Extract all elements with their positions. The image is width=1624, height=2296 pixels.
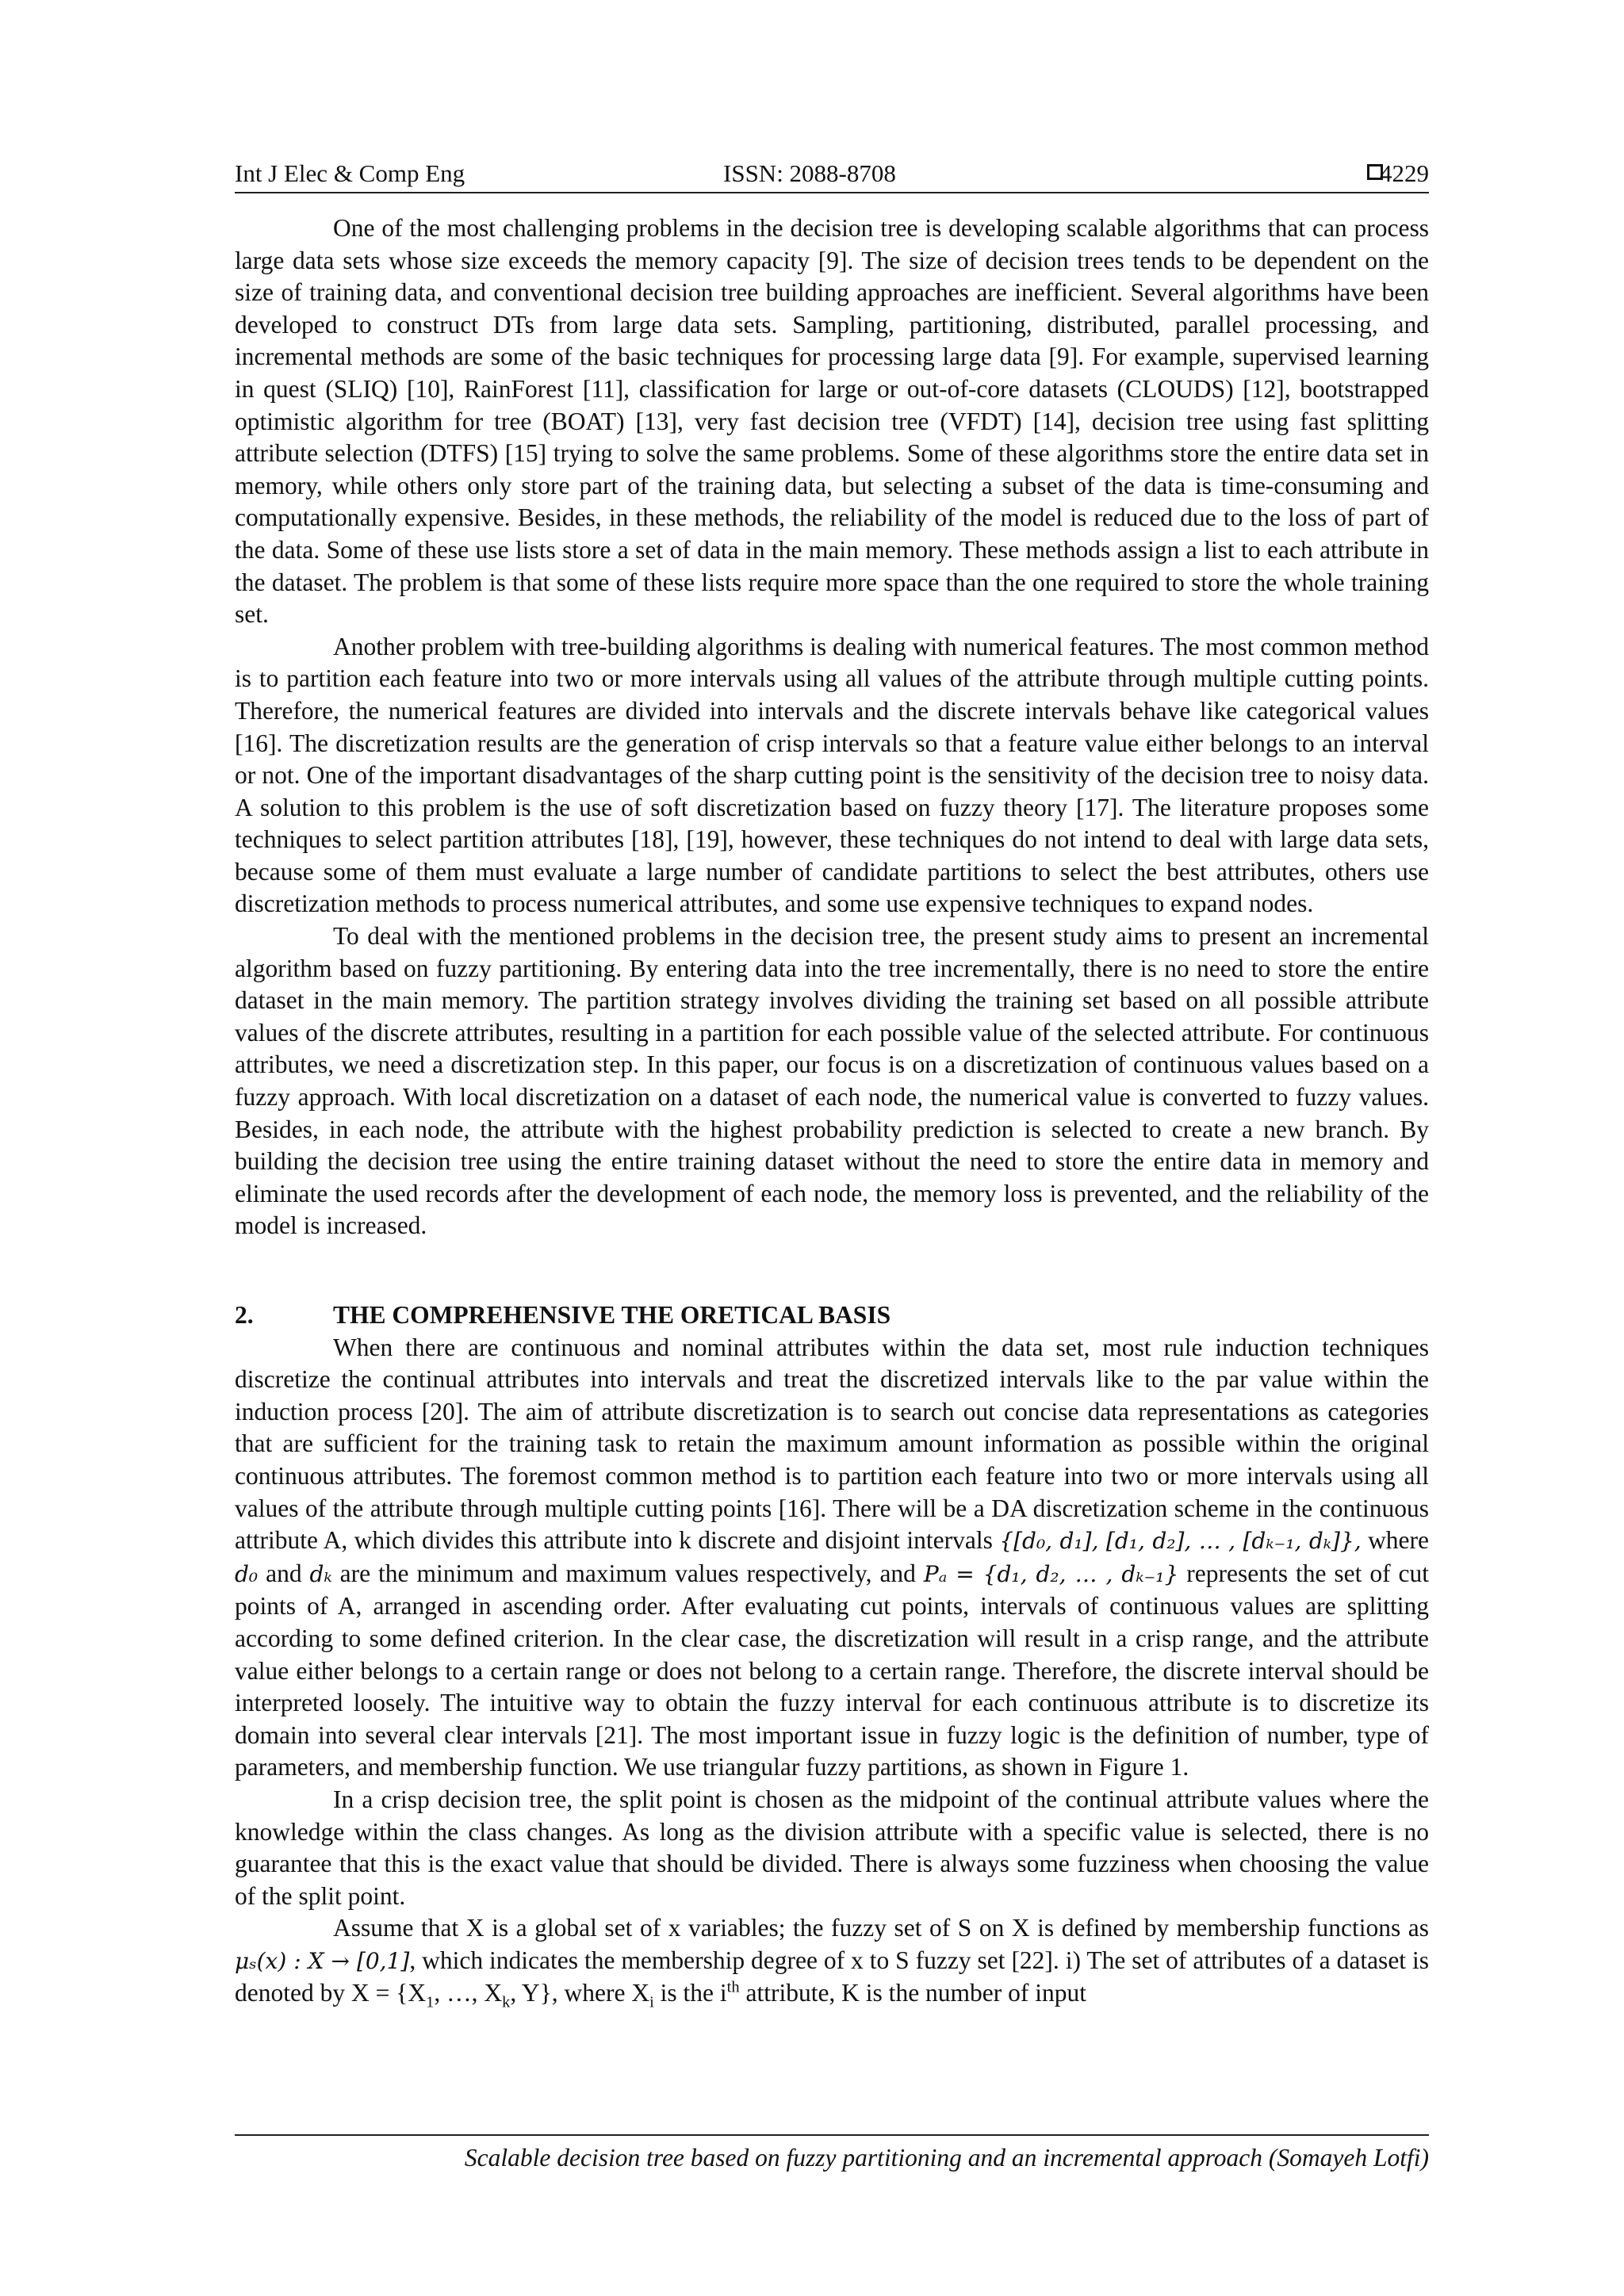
paragraph-text: , …, X: [434, 1979, 503, 2007]
section-title: THE COMPREHENSIVE THE ORETICAL BASIS: [333, 1301, 891, 1329]
paragraph-text: where: [1368, 1526, 1430, 1555]
page-number: 4229: [1380, 159, 1429, 187]
math-d0: d₀: [235, 1560, 259, 1587]
paragraph-text: are the minimum and maximum values respectively, and: [339, 1559, 916, 1587]
paragraph: [235, 1912, 1429, 2010]
membership-formula: μₛ(x) : X → [0,1]: [235, 1947, 410, 1974]
intervals-formula: {[d₀, d₁], [d₁, d₂], … , [dₖ₋₁, dₖ]},: [999, 1528, 1362, 1555]
subscript: 1: [426, 1993, 435, 2011]
paragraph: [235, 1332, 1429, 1784]
paragraph: To deal with the mentioned problems in the decision tree, the present study aims to present an incremental algorithm based on fuzzy partitioning. By entering data into the tree incrementally, there is no need to store the entire dataset in the main memory. The partition strategy involves dividing the training set based on all possible attribute values of the discrete attributes, resulting in a partition for each possible value of the selected attribute. For continuous attributes, we need a discretization step. In this paper, our focus is on a discretization of continuous values based on a fuzzy approach. With local discretization on a dataset of each node, the numerical value is converted to fuzzy values. Besides, in each node, the attribute with the highest probability prediction is selected to create a new branch. By building the decision tree using the entire training dataset without the need to store the entire data in memory and eliminate the used records after the development of each node, the memory loss is prevented, and the reliability of the model is increased.: [235, 922, 1429, 1240]
paragraph-text: Assume that X is a global set of x variables; the fuzzy set of S on X is defined by membership functions as: [333, 1914, 1429, 1942]
paragraph: One of the most challenging problems in the decision tree is developing scalable algorithms that can process large data sets whose size exceeds the memory capacity [9]. The size of decision trees tends to be dependent on the size of training data, and conventional decision tree building approaches are inefficient. Several algorithms have been developed to construct DTs from large data sets. Sampling, partitioning, distributed, parallel processing, and incremental methods are some of the basic techniques for processing large data [9]. For example, supervised learning in quest (SLIQ) [10], RainForest [11], classification for large or out-of-core datasets (CLOUDS) [12], bootstrapped optimistic algorithm for tree (BOAT) [13], very fast decision tree (VFDT) [14], decision tree using fast splitting attribute selection (DTFS) [15] trying to solve the same problems. Some of these algorithms store the entire data set in memory, while others only store part of the training data, but selecting a subset of the data is time-consuming and computationally expensive. Besides, in these methods, the reliability of the model is reduced due to the loss of part of the data. Some of these use lists store a set of data in the main memory. These methods assign a list to each attribute in the dataset. The problem is that some of these lists require more space than the one required to store the whole training set.: [235, 214, 1429, 629]
paragraph: Another problem with tree-building algorithms is dealing with numerical features. The most common method is to partition each feature into two or more intervals using all values of the attribute through multiple cutting points. Therefore, the numerical features are divided into intervals and the discrete intervals behave like categorical values [16]. The discretization results are the generation of crisp intervals so that a feature value either belongs to an interval or not. One of the important disadvantages of the sharp cutting point is the sensitivity of the decision tree to noisy data. A solution to this problem is the use of soft discretization based on fuzzy theory [17]. The literature proposes some techniques to select partition attributes [18], [19], however, these techniques do not intend to deal with large data sets, because some of them must evaluate a large number of candidate partitions to select the best attributes, others use discretization methods to process numerical attributes, and some use expensive techniques to expand nodes.: [235, 632, 1429, 918]
paragraph-text: , Y}, where X: [510, 1979, 650, 2007]
page-header: [235, 155, 1429, 193]
journal-name: Int J Elec & Comp Eng: [235, 159, 465, 187]
paragraph-text: represents the set of cut points of A, arranged in ascending order. After evaluating cut points, intervals of continuous values are splitting according to some defined criterion. In the clear case, the discretization will result in a crisp range, and the attribute value either belongs to a certain range or does not belong to a certain range. Therefore, the discrete interval should be interpreted loosely. The intuitive way to obtain the fuzzy interval for each continuous attribute is to discretize its domain into several clear intervals [21]. The most important issue in fuzzy logic is the definition of number, type of parameters, and membership function. We use triangular fuzzy partitions, as shown in Figure 1.: [235, 1559, 1429, 1781]
section-number: 2.: [235, 1301, 254, 1329]
paragraph-text: When there are continuous and nominal attributes within the data set, most rule induction techniques discretize the continual attributes into intervals and treat the discretized intervals like to the par value within the induction process [20]. The aim of attribute discretization is to search out concise data representations as categories that are sufficient for the training task to retain the maximum amount information as possible within the original continuous attributes. The foremost common method is to partition each feature into two or more intervals using all values of the attribute through multiple cutting points [16]. There will be a DA discretization scheme in the continuous attribute A, which divides this attribute into k discrete and disjoint intervals: [235, 1333, 1429, 1555]
running-footer: Scalable decision tree based on fuzzy partitioning and an incremental approach (Somayeh Lotfi): [464, 2144, 1429, 2172]
footer-rule: [235, 2134, 1429, 2136]
paragraph-text: and: [266, 1559, 302, 1587]
math-dk: dₖ: [309, 1560, 332, 1587]
superscript: th: [726, 1978, 740, 1996]
subscript: k: [502, 1993, 511, 2011]
article-body: [235, 212, 1429, 2010]
paragraph-text: , which indicates the membership degree of x to S fuzzy set [22]. i) The set of attributes of a dataset is denoted by X = {X: [235, 1946, 1429, 2007]
issn: ISSN: 2088-8708: [723, 159, 896, 187]
subscript: i: [649, 1993, 654, 2011]
cut-points-formula: Pₐ = {d₁, d₂, … , dₖ₋₁}: [923, 1560, 1179, 1587]
section-heading: [235, 1299, 1429, 1332]
paragraph: In a crisp decision tree, the split point is chosen as the midpoint of the continual attribute values where the knowledge within the class changes. As long as the division attribute with a specific value is selected, there is no guarantee that this is the exact value that should be divided. There is always some fuzziness when choosing the value of the split point.: [235, 1785, 1429, 1910]
paragraph-text: attribute, K is the number of input: [739, 1979, 1087, 2007]
paragraph-text: is the i: [653, 1979, 727, 2007]
